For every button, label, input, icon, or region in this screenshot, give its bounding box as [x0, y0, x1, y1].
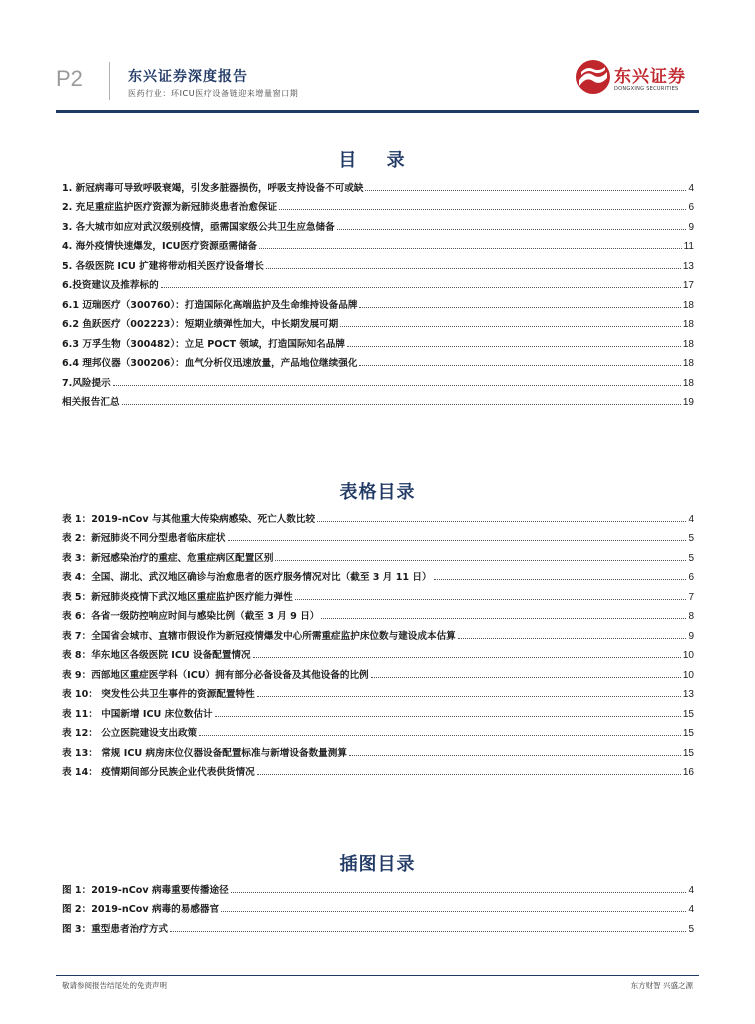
toc-entry[interactable] — [62, 233, 694, 253]
toc-entry[interactable] — [62, 174, 694, 194]
dot-leader — [170, 930, 686, 932]
table-entry[interactable] — [62, 661, 694, 681]
tables-title: 表格目录 — [339, 482, 416, 503]
dot-leader — [349, 754, 681, 756]
toc-entry-text: 6.2 鱼跃医疗（002223）：短期业绩弹性加大，中长期发展可期 — [62, 319, 339, 330]
table-entry-text: 表 10： 突发性公共卫生事件的资源配置特性 — [62, 689, 255, 700]
tables-list — [62, 505, 694, 778]
table-entry[interactable] — [62, 622, 694, 642]
table-entry-page: 15 — [682, 747, 694, 759]
toc-entry-text: 2. 充足重症监护医疗资源为新冠肺炎患者治愈保证 — [62, 202, 278, 213]
table-entry-page: 15 — [682, 708, 694, 720]
table-entry-text: 表 1：2019-nCov 与其他重大传染病感染、死亡人数比较 — [62, 513, 316, 525]
toc-entry-text: 4. 海外疫情快速爆发，ICU医疗资源亟需储备 — [62, 241, 258, 252]
table-entry-page: 10 — [682, 669, 694, 681]
table-entry-text: 表 14： 疫情期间部分民族企业代表供货情况 — [62, 767, 255, 778]
dot-leader — [279, 208, 686, 210]
toc-entry-text: 相关报告汇总 — [62, 397, 120, 408]
toc-entry-page: 9 — [688, 221, 694, 233]
toc-entry[interactable] — [62, 213, 694, 233]
table-entry[interactable] — [62, 583, 694, 603]
toc-entry[interactable] — [62, 350, 694, 370]
toc-entry[interactable] — [62, 272, 694, 292]
table-entry-page: 4 — [688, 513, 694, 525]
table-entry-text: 表 7：全国省会城市、直辖市假设作为新冠疫情爆发中心所需重症监护床位数与建设成本估算 — [62, 630, 456, 642]
figures-list — [62, 876, 694, 935]
dot-leader — [257, 773, 681, 775]
toc-entry[interactable] — [62, 330, 694, 350]
dot-leader — [347, 345, 681, 347]
figure-entry[interactable] — [62, 915, 694, 935]
figure-entry[interactable] — [62, 876, 694, 896]
toc-entry-text: 6.投资建议及推荐标的 — [62, 280, 159, 291]
toc-entry-page: 19 — [682, 397, 694, 408]
table-entry[interactable] — [62, 603, 694, 623]
toc-entry[interactable] — [62, 389, 694, 409]
table-entry-text: 表 9：西部地区重症医学科（ICU）拥有部分必备设备及其他设备的比例 — [62, 669, 369, 681]
table-entry[interactable] — [62, 700, 694, 720]
company-logo — [574, 58, 704, 104]
dot-leader — [340, 325, 681, 327]
dot-leader — [113, 384, 681, 386]
dot-leader — [259, 247, 681, 249]
toc-entry-text: 7.风险提示 — [62, 377, 111, 389]
toc-entry-page: 18 — [682, 358, 694, 369]
table-entry[interactable] — [62, 720, 694, 740]
dot-leader — [321, 617, 686, 619]
toc-entry[interactable] — [62, 194, 694, 214]
dot-leader — [458, 637, 687, 639]
table-entry-text: 表 8：华东地区各级医院 ICU 设备配置情况 — [62, 650, 251, 661]
table-entry-text: 表 11： 中国新增 ICU 床位数估计 — [62, 708, 213, 720]
report-subtitle: 医药行业：环ICU医疗设备链迎来增量窗口期 — [128, 89, 299, 98]
toc-entry-page: 6 — [688, 202, 694, 213]
toc-entry-text: 3. 各大城市如应对武汉级别疫情，亟需国家级公共卫生应急储备 — [62, 221, 335, 233]
table-entry-text: 表 12： 公立医院建设支出政策 — [62, 728, 198, 739]
dot-leader — [228, 539, 687, 541]
toc-entry-page: 18 — [682, 377, 694, 389]
figure-entry-page: 5 — [688, 923, 694, 935]
table-entry-page: 5 — [688, 533, 694, 544]
report-type: 东兴证券深度报告 — [128, 69, 248, 85]
table-entry-page: 8 — [688, 611, 694, 622]
toc-entry-text: 6.1 迈瑞医疗（300760）：打造国际化高端监护及生命维持设备品牌 — [62, 299, 358, 311]
company-slogan: 东方财智 兴盛之源 — [630, 981, 693, 990]
dot-leader — [253, 656, 681, 658]
dot-leader — [337, 228, 687, 230]
logo-emblem-icon — [574, 58, 612, 96]
dot-leader — [275, 559, 686, 561]
logo-name-en: DONGXING SECURITIES — [614, 86, 679, 92]
toc-title: 目 录 — [338, 150, 417, 171]
table-entry-page: 10 — [682, 650, 694, 661]
toc-list — [62, 174, 694, 408]
figures-title: 插图目录 — [339, 854, 416, 875]
figure-entry-page: 4 — [688, 884, 694, 896]
table-entry-page: 6 — [688, 572, 694, 583]
table-entry-page: 16 — [682, 767, 694, 778]
table-entry[interactable] — [62, 544, 694, 564]
table-entry-page: 9 — [688, 630, 694, 642]
dot-leader — [161, 286, 681, 288]
toc-entry-page: 18 — [682, 319, 694, 330]
dot-leader — [371, 676, 681, 678]
page-number: P2 — [56, 66, 83, 91]
toc-entry-page: 4 — [688, 182, 694, 194]
table-entry-text: 表 3：新冠感染治疗的重症、危重症病区配置区别 — [62, 552, 274, 564]
toc-entry[interactable] — [62, 311, 694, 331]
toc-entry-page: 13 — [682, 260, 694, 272]
header-divider — [109, 62, 110, 100]
figure-entry-text: 图 3：重型患者治疗方式 — [62, 923, 168, 935]
table-entry[interactable] — [62, 564, 694, 584]
table-entry[interactable] — [62, 759, 694, 779]
dot-leader — [434, 578, 687, 580]
table-entry-text: 表 13： 常规 ICU 病房床位仪器设备配置标准与新增设备数量测算 — [62, 747, 347, 759]
table-entry-text: 表 2：新冠肺炎不同分型患者临床症状 — [62, 533, 226, 544]
dot-leader — [359, 364, 680, 366]
table-entry-page: 7 — [688, 591, 694, 603]
table-entry[interactable] — [62, 739, 694, 759]
table-entry-page: 13 — [682, 689, 694, 700]
figure-entry-page: 4 — [688, 904, 694, 915]
toc-entry[interactable] — [62, 252, 694, 272]
dot-leader — [266, 267, 681, 269]
dot-leader — [317, 520, 686, 522]
logo-name-cn: 东兴证券 — [614, 67, 686, 87]
toc-entry-text: 6.4 理邦仪器（300206）：血气分析仪迅速放量，产品地位继续强化 — [62, 358, 358, 369]
figure-entry-text: 图 2：2019-nCov 病毒的易感器官 — [62, 904, 220, 915]
dot-leader — [215, 715, 681, 717]
table-entry-page: 5 — [688, 552, 694, 564]
table-entry-page: 15 — [682, 728, 694, 739]
dot-leader — [221, 910, 686, 912]
dot-leader — [199, 734, 681, 736]
toc-entry-page: 11 — [683, 241, 694, 252]
table-entry[interactable] — [62, 681, 694, 701]
toc-entry[interactable] — [62, 369, 694, 389]
toc-entry-page: 18 — [682, 338, 694, 350]
table-entry[interactable] — [62, 525, 694, 545]
toc-entry-page: 17 — [682, 280, 694, 291]
table-entry-text: 表 6：各省一级防控响应时间与感染比例（截至 3 月 9 日） — [62, 611, 320, 622]
dot-leader — [231, 891, 687, 893]
table-entry-text: 表 4：全国、湖北、武汉地区确诊与治愈患者的医疗服务情况对比（截至 3 月 11 日） — [62, 572, 432, 583]
dot-leader — [365, 189, 686, 191]
dot-leader — [122, 403, 681, 405]
table-entry[interactable] — [62, 642, 694, 662]
dot-leader — [359, 306, 680, 308]
toc-entry-page: 18 — [682, 299, 694, 311]
toc-entry-text: 1. 新冠病毒可导致呼吸衰竭，引发多脏器损伤，呼吸支持设备不可或缺 — [62, 182, 364, 194]
toc-entry-text: 6.3 万孚生物（300482）：立足 POCT 领域，打造国际知名品牌 — [62, 338, 345, 350]
disclaimer-note: 敬请参阅报告结尾处的免责声明 — [62, 981, 167, 990]
page-header — [0, 0, 755, 118]
footer-rule — [56, 975, 699, 976]
table-entry-text: 表 5：新冠肺炎疫情下武汉地区重症监护医疗能力弹性 — [62, 591, 293, 603]
toc-entry[interactable] — [62, 291, 694, 311]
toc-entry-text: 5. 各级医院 ICU 扩建将带动相关医疗设备增长 — [62, 260, 264, 272]
figure-entry-text: 图 1：2019-nCov 病毒重要传播途径 — [62, 884, 229, 896]
dot-leader — [295, 598, 687, 600]
dot-leader — [257, 695, 681, 697]
header-rule — [56, 110, 699, 113]
figure-entry[interactable] — [62, 896, 694, 916]
table-entry[interactable] — [62, 505, 694, 525]
